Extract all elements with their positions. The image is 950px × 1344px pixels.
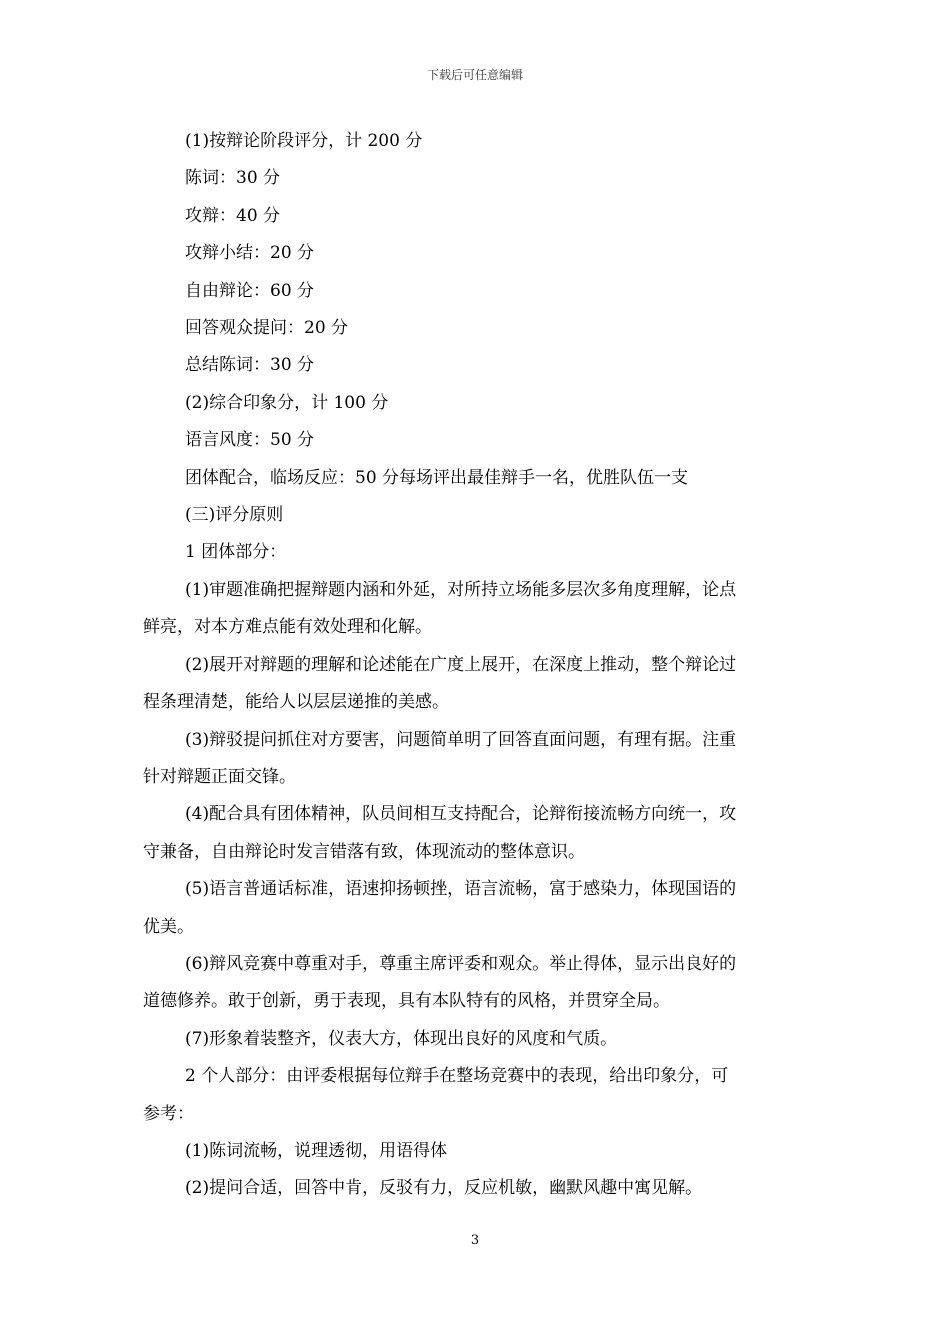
text-line: 鲜亮，对本方难点能有效处理和化解。 [143, 617, 432, 638]
text-line: 总结陈词：30 分 [185, 355, 315, 376]
text-line: 语言风度：50 分 [185, 430, 315, 451]
text-line: (3)辩驳提问抓住对方要害，问题简单明了回答直面问题，有理有据。注重 [185, 729, 737, 750]
text-line: 攻辩：40 分 [185, 205, 281, 226]
text-line: (7)形象着装整齐，仪表大方，体现出良好的风度和气质。 [185, 1028, 618, 1049]
document-body [143, 123, 808, 1208]
text-line: (1)按辩论阶段评分，计 200 分 [185, 131, 423, 151]
text-line: (2)提问合适，回答中肯，反驳有力，反应机敏，幽默风趣中寓见解。 [185, 1178, 703, 1199]
text-line: 回答观众提问：20 分 [185, 318, 349, 339]
text-line: (6)辩风竞赛中尊重对手，尊重主席评委和观众。举止得体，显示出良好的 [185, 953, 737, 974]
text-line: 优美。 [143, 916, 194, 937]
text-line: 道德修养。敢于创新，勇于表现，具有本队特有的风格，并贯穿全局。 [143, 991, 670, 1012]
text-line: 陈词：30 分 [185, 168, 281, 189]
text-line: 自由辩论：60 分 [185, 280, 315, 301]
page-header: 下载后可任意编辑 [426, 68, 523, 82]
text-line: 2 个人部分：由评委根据每位辩手在整场竞赛中的表现，给出印象分，可 [185, 1066, 729, 1087]
text-line: 程条理清楚，能给人以层层递推的美感。 [143, 692, 449, 713]
text-line: 参考： [143, 1103, 194, 1124]
text-line: (三)评分原则 [185, 505, 284, 526]
text-line: 攻辩小结：20 分 [185, 243, 315, 264]
text-line: (1)陈词流畅，说理透彻，用语得体 [185, 1140, 448, 1161]
text-line: (2)展开对辩题的理解和论述能在广度上展开，在深度上推动，整个辩论过 [185, 654, 737, 675]
text-line: 针对辩题正面交锋。 [143, 766, 296, 787]
text-line: (1)审题准确把握辩题内涵和外延，对所持立场能多层次多角度理解，论点 [185, 579, 737, 600]
text-line: (2)综合印象分，计 100 分 [185, 392, 389, 413]
text-line: 守兼备，自由辩论时发言错落有致，体现流动的整体意识。 [143, 841, 585, 862]
page-number: 3 [470, 1233, 480, 1248]
text-line: 团体配合，临场反应：50 分每场评出最佳辩手一名，优胜队伍一支 [185, 467, 689, 488]
text-line: (4)配合具有团体精神，队员间相互支持配合，论辩衔接流畅方向统一，攻 [185, 804, 737, 825]
text-line: (5)语言普通话标准，语速抑扬顿挫，语言流畅，富于感染力，体现国语的 [185, 879, 737, 900]
text-line: 1 团体部分： [185, 542, 287, 563]
